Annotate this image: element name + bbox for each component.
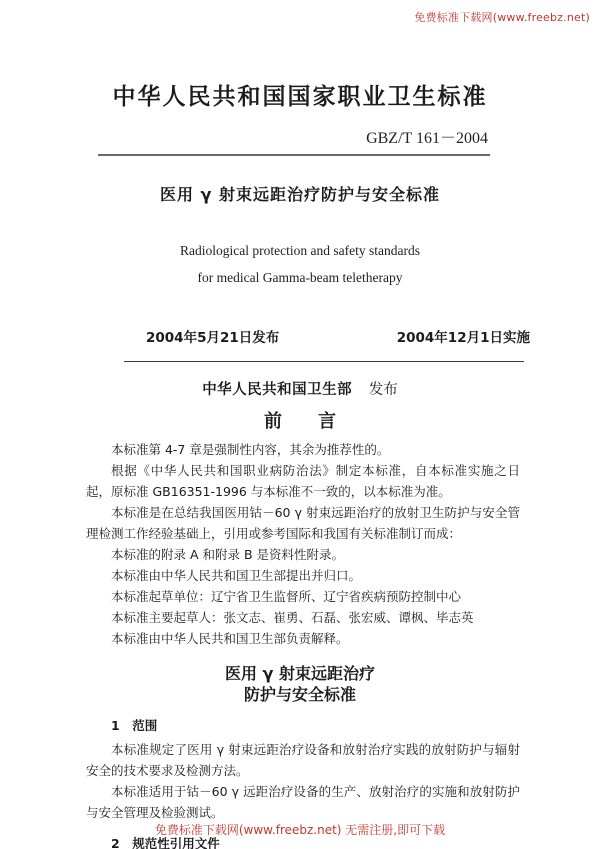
foreword-paragraph: 本标准是在总结我国医用钴－60 γ 射束远距治疗的放射卫生防护与安全管理检测工作经验基础上，引用或参考国际和我国有关标准制订而成： xyxy=(86,505,520,541)
foreword-paragraph: 本标准由中华人民共和国卫生部负责解释。 xyxy=(111,631,349,646)
publisher-suffix: 发布 xyxy=(368,382,398,398)
foreword-title: 前 言 xyxy=(264,411,336,432)
document-title-english-line1: Radiological protection and safety standards xyxy=(180,243,420,258)
document-title-chinese: 医用 γ 射束远距治疗防护与安全标准 xyxy=(159,185,441,204)
issue-date: 2004年5月21日发布 xyxy=(146,330,280,346)
standard-section-title-line2: 防护与安全标准 xyxy=(243,685,356,704)
foreword-paragraph: 本标准第 4-7 章是强制性内容，其余为推荐性的。 xyxy=(111,442,390,457)
standard-section-title xyxy=(0,663,600,705)
implement-date: 2004年12月1日实施 xyxy=(396,330,530,346)
foreword-paragraph: 本标准起草单位：辽宁省卫生监督所、辽宁省疾病预防控制中心 xyxy=(111,589,462,604)
watermark-top-link: 免费标准下载网(www.freebz.net) xyxy=(414,11,590,24)
cover-rule xyxy=(124,361,524,362)
publisher-line xyxy=(0,378,600,399)
standard-number: GBZ/T 161－2004 xyxy=(366,130,488,147)
document-title-english-line2: for medical Gamma-beam teletherapy xyxy=(197,270,403,285)
publisher-name: 中华人民共和国卫生部 xyxy=(202,382,353,398)
foreword-paragraph: 本标准主要起草人：张文志、崔勇、石磊、张宏威、谭枫、毕志英 xyxy=(111,610,474,625)
header-rule xyxy=(98,154,490,156)
scope-heading: 1 范围 xyxy=(111,718,158,733)
scope-paragraph: 本标准适用于钴－60 γ 远距治疗设备的生产、放射治疗的实施和放射防护与安全管理及检验测试。 xyxy=(86,784,520,820)
foreword-paragraph: 本标准的附录 A 和附录 B 是资料性附录。 xyxy=(111,547,345,562)
foreword-paragraph: 根据《中华人民共和国职业病防治法》制定本标准，自本标准实施之日起，原标准 GB16351-1996 与本标准不一致的，以本标准为准。 xyxy=(86,463,520,499)
national-standard-title: 中华人民共和国国家职业卫生标准 xyxy=(112,84,488,110)
dates-row xyxy=(146,326,530,346)
watermark-bottom-link: 免费标准下载网(www.freebz.net) 无需注册,即可下载 xyxy=(154,823,446,837)
standard-section-title-line1: 医用 γ 射束远距治疗 xyxy=(224,664,376,683)
scope-paragraph: 本标准规定了医用 γ 射束远距治疗设备和放射治疗实践的放射防护与辐射安全的技术要求及检测方法。 xyxy=(86,742,520,778)
normative-references-heading: 2 规范性引用文件 xyxy=(111,836,220,849)
foreword-body xyxy=(86,439,520,649)
foreword-paragraph: 本标准由中华人民共和国卫生部提出并归口。 xyxy=(111,568,362,583)
